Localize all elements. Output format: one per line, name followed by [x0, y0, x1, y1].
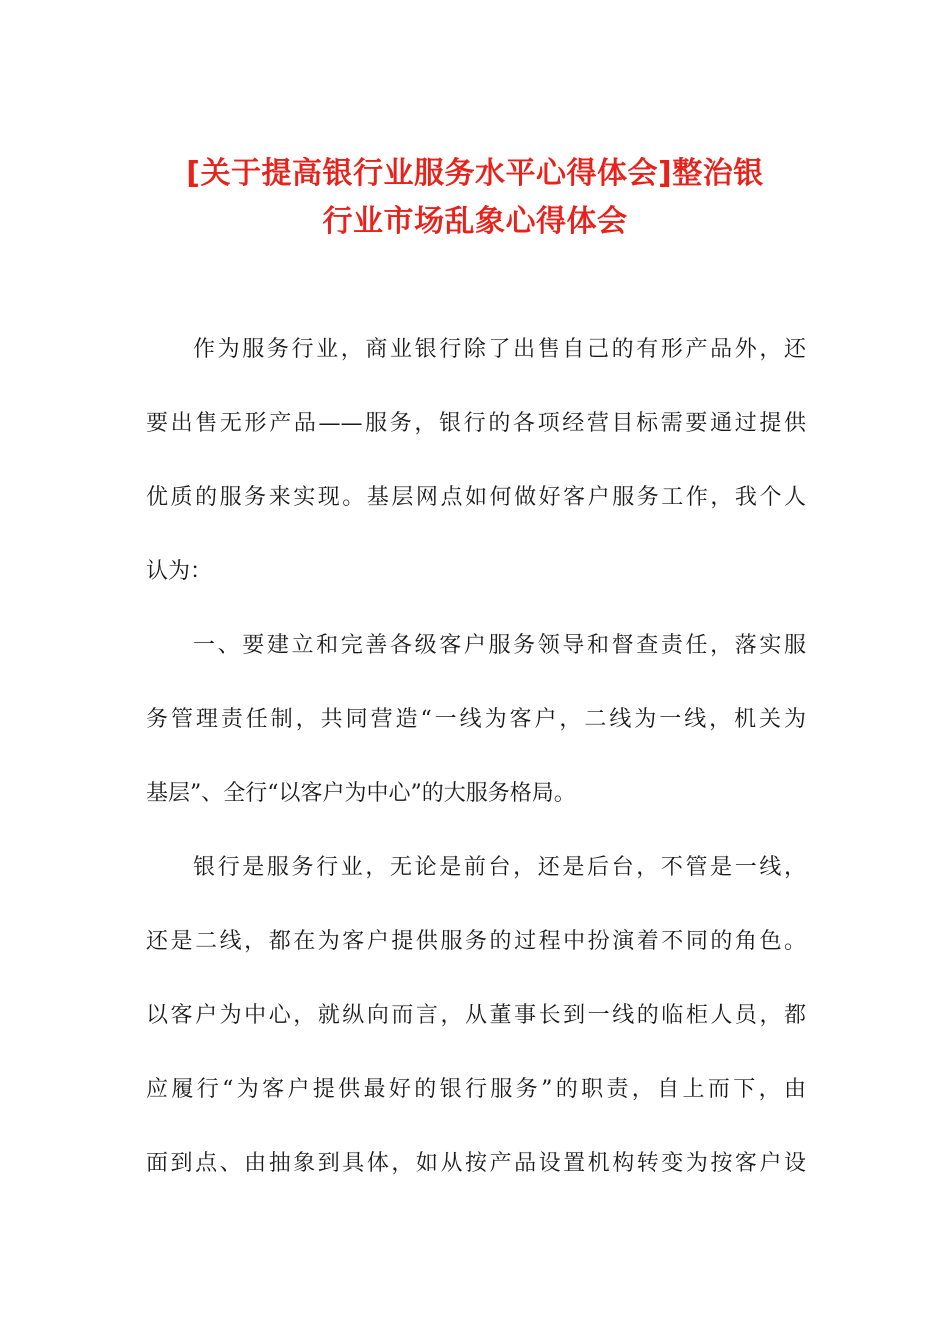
body-line: 基层”、全行“以客户为中心”的大服务格局。	[146, 781, 576, 806]
body-line: 认为：	[146, 559, 213, 584]
title-line-1: [关于提高银行业服务水平心得体会]整治银	[186, 156, 764, 191]
body-line: 一、要建立和完善各级客户服务领导和督查责任，落实服	[193, 633, 806, 658]
document-body	[146, 331, 806, 1219]
document-title	[100, 150, 850, 246]
body-line: 应履行“为客户提供最好的银行服务”的职责，自上而下，由	[146, 1077, 806, 1102]
body-line: 还是二线，都在为客户提供服务的过程中扮演着不同的角色。	[146, 929, 806, 954]
body-line: 要出售无形产品——服务，银行的各项经营目标需要通过提供	[146, 411, 806, 436]
body-line: 面到点、由抽象到具体，如从按产品设置机构转变为按客户设	[146, 1151, 806, 1176]
body-line: 务管理责任制，共同营造“一线为客户，二线为一线，机关为	[146, 707, 806, 732]
body-line: 银行是服务行业，无论是前台，还是后台，不管是一线，	[193, 855, 806, 880]
body-line: 作为服务行业，商业银行除了出售自己的有形产品外，还	[193, 337, 806, 362]
title-line-2: 行业市场乱象心得体会	[322, 204, 628, 239]
body-line: 以客户为中心，就纵向而言，从董事长到一线的临柜人员，都	[146, 1003, 806, 1028]
body-line: 优质的服务来实现。基层网点如何做好客户服务工作，我个人	[146, 485, 806, 510]
